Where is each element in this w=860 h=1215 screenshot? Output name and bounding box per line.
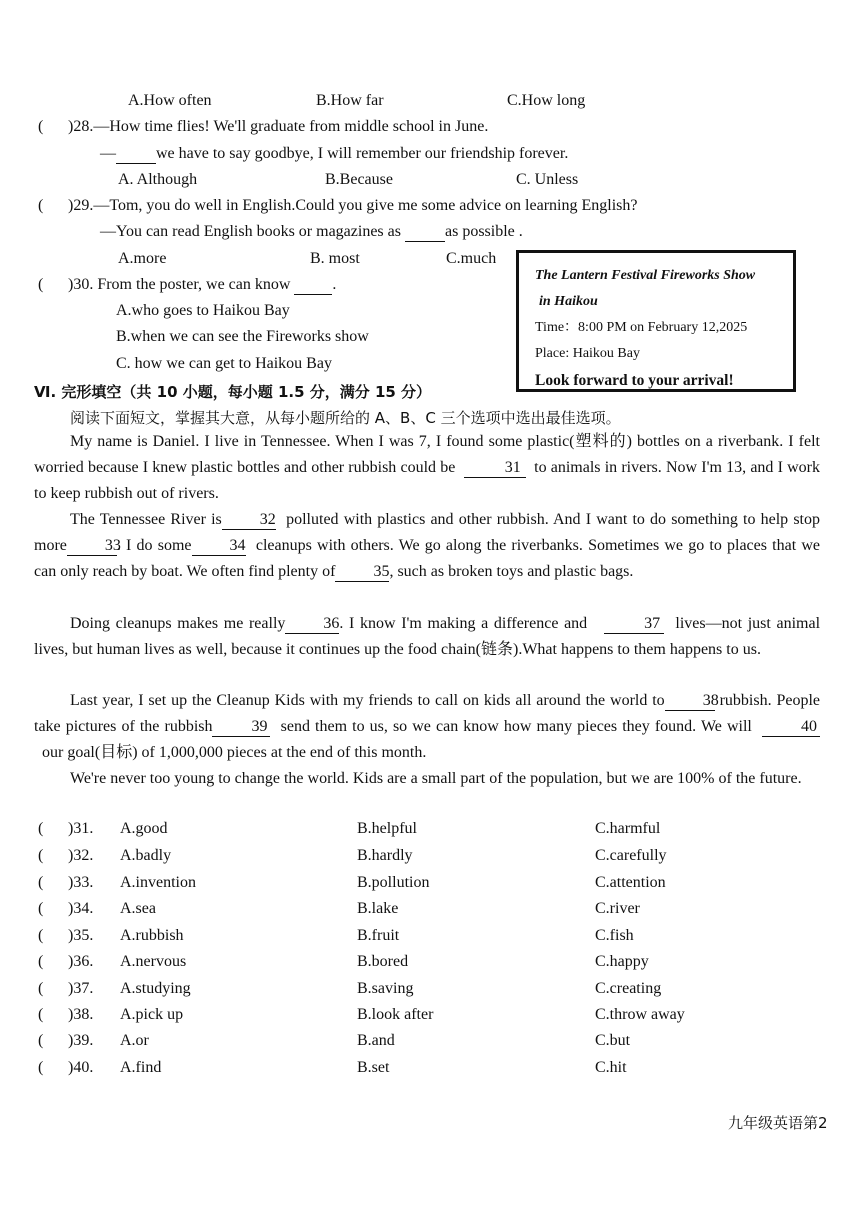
- q28-reply-pre: —: [100, 145, 116, 162]
- passage-text: to animals in rivers. Now I'm 13, and I work to keep rubbish out of rivers.: [34, 459, 821, 502]
- q30-stem: [68, 276, 336, 295]
- answer-option-c: C.river: [595, 900, 640, 917]
- q29-paren: (: [38, 197, 44, 214]
- q30-stem-text: )30. From the poster, we can know: [68, 276, 291, 293]
- passage-paragraph-1: [34, 429, 820, 507]
- answer-option-c: C.harmful: [595, 820, 661, 837]
- answer-option-a: A.badly: [120, 847, 172, 864]
- passage-text: Last year, I set up the Cleanup Kids with my friends to call on kids all around the world to: [70, 692, 665, 709]
- answer-number: )37.: [68, 980, 94, 997]
- blank-38: 38: [665, 692, 715, 711]
- section-instruction: 阅读下面短文，掌握其大意，从每小题所给的 A、B、C 三个选项中选出最佳选项。: [70, 409, 621, 427]
- poster-title-line2: in Haikou: [539, 294, 598, 309]
- q28-option-c: C. Unless: [516, 171, 579, 188]
- q27-option-a: A.How often: [128, 92, 212, 109]
- blank-39: 39: [212, 718, 270, 737]
- q29-stem: )29.—Tom, you do well in English.Could you give me some advice on learning English?: [68, 197, 638, 214]
- poster-title-line1: The Lantern Festival Fireworks Show: [535, 268, 756, 283]
- answer-option-a: A.or: [120, 1032, 149, 1049]
- passage-paragraph-4: [34, 688, 820, 766]
- answer-paren: (: [38, 1059, 44, 1076]
- passage-text: My name is Daniel. I live in Tennessee. When I was 7, I found some plastic(塑料的) bottles on a riverbank. I felt worried because I knew plastic bottles and other rubbish could be: [34, 433, 820, 476]
- answer-option-a: A.good: [120, 820, 168, 837]
- q28-stem: )28.—How time flies! We'll graduate from middle school in June.: [68, 118, 489, 135]
- answer-paren: (: [38, 820, 44, 837]
- fireworks-poster: [516, 250, 796, 392]
- passage-text: Doing cleanups makes me really: [70, 615, 286, 632]
- answer-paren: (: [38, 1032, 44, 1049]
- answer-option-a: A.invention: [120, 874, 196, 891]
- passage-text: The Tennessee River is: [70, 511, 222, 528]
- answer-number: )32.: [68, 847, 94, 864]
- answer-option-b: B.hardly: [357, 847, 413, 864]
- answer-paren: (: [38, 874, 44, 891]
- answer-paren: (: [38, 953, 44, 970]
- q30-option-a: A.who goes to Haikou Bay: [116, 302, 290, 319]
- blank-35: 35: [335, 563, 389, 582]
- answer-option-b: B.set: [357, 1059, 390, 1076]
- q28-reply: [100, 145, 568, 164]
- poster-time: Time：8:00 PM on February 12,2025: [535, 320, 748, 335]
- q28-option-b: B.Because: [325, 171, 393, 188]
- q30-option-b: B.when we can see the Fireworks show: [116, 328, 369, 345]
- passage-text: polluted with plastics and other rubbish. And I want to do something to help stop more: [34, 511, 821, 554]
- answer-option-b: B.fruit: [357, 927, 400, 944]
- passage-text: send them to us, so we can know how many pieces they found. We will: [280, 718, 752, 735]
- page-footer: 九年级英语第2: [728, 1114, 828, 1132]
- passage-text: , such as broken toys and plastic bags.: [389, 563, 634, 580]
- answer-option-b: B.helpful: [357, 820, 417, 837]
- answer-number: )40.: [68, 1059, 94, 1076]
- q28-blank: [116, 145, 156, 164]
- answer-number: )31.: [68, 820, 94, 837]
- answer-option-a: A.nervous: [120, 953, 187, 970]
- answer-option-b: B.pollution: [357, 874, 430, 891]
- answer-option-c: C.throw away: [595, 1006, 685, 1023]
- passage-text: . I know I'm making a difference and: [339, 615, 588, 632]
- passage-paragraph-2: [34, 507, 820, 585]
- answer-option-c: C.creating: [595, 980, 662, 997]
- answer-paren: (: [38, 847, 44, 864]
- poster-cta: Look forward to your arrival!: [535, 372, 734, 389]
- answer-number: )38.: [68, 1006, 94, 1023]
- passage-text: rubbish. People take pictures of the rubbish: [34, 692, 821, 735]
- answer-option-b: B.lake: [357, 900, 399, 917]
- answer-option-c: C.happy: [595, 953, 649, 970]
- answer-option-a: A.rubbish: [120, 927, 184, 944]
- q30-stem-end: .: [332, 276, 337, 293]
- answer-option-a: A.studying: [120, 980, 191, 997]
- answer-option-b: B.look after: [357, 1006, 434, 1023]
- q29-option-b: B. most: [310, 250, 360, 267]
- answer-option-b: B.and: [357, 1032, 395, 1049]
- answer-option-b: B.saving: [357, 980, 414, 997]
- q29-reply-pre: —You can read English books or magazines as: [100, 223, 401, 240]
- answer-option-c: C.but: [595, 1032, 631, 1049]
- q28-reply-post: we have to say goodbye, I will remember our friendship forever.: [156, 145, 569, 162]
- answer-option-c: C.hit: [595, 1059, 627, 1076]
- blank-40: 40: [762, 718, 820, 737]
- poster-place: Place: Haikou Bay: [535, 346, 640, 361]
- blank-33: 33: [67, 537, 117, 556]
- answer-option-a: A.sea: [120, 900, 156, 917]
- answer-option-b: B.bored: [357, 953, 409, 970]
- answer-paren: (: [38, 900, 44, 917]
- answer-option-c: C.attention: [595, 874, 666, 891]
- q27-option-c: C.How long: [507, 92, 586, 109]
- blank-37: 37: [604, 615, 664, 634]
- answer-number: )39.: [68, 1032, 94, 1049]
- answer-number: )34.: [68, 900, 94, 917]
- q30-option-c: C. how we can get to Haikou Bay: [116, 355, 332, 372]
- q28-paren: (: [38, 118, 44, 135]
- passage-paragraph-5: We're never too young to change the world. Kids are a small part of the population, but we are 100% of the future.: [70, 770, 802, 787]
- answer-option-c: C.carefully: [595, 847, 667, 864]
- q29-option-c: C.much: [446, 250, 497, 267]
- passage-text: cleanups with others. We go along the riverbanks. Sometimes we go to places that we can only reach by boat. We often find plenty of: [34, 537, 820, 580]
- q27-option-b: B.How far: [316, 92, 384, 109]
- passage-text: . I do some: [116, 537, 192, 554]
- answer-number: )36.: [68, 953, 94, 970]
- q30-blank: [294, 276, 332, 295]
- answer-paren: (: [38, 927, 44, 944]
- answer-paren: (: [38, 1006, 44, 1023]
- q28-option-a: A. Although: [118, 171, 198, 188]
- q29-option-a: A.more: [118, 250, 167, 267]
- answer-option-a: A.pick up: [120, 1006, 184, 1023]
- q29-blank: [405, 223, 445, 242]
- blank-32: 32: [222, 511, 276, 530]
- q30-paren: (: [38, 276, 44, 293]
- answer-number: )35.: [68, 927, 94, 944]
- q29-reply: [100, 223, 523, 242]
- answer-option-a: A.find: [120, 1059, 162, 1076]
- passage-text: our goal(目标) of 1,000,000 pieces at the end of this month.: [42, 744, 427, 761]
- q29-reply-post: as possible .: [444, 223, 523, 240]
- passage-text: lives—not just animal lives, but human lives as well, because it continues up the food chain(链条).What happens to them happens to us.: [34, 615, 821, 658]
- answer-number: )33.: [68, 874, 94, 891]
- blank-34: 34: [192, 537, 246, 556]
- answer-paren: (: [38, 980, 44, 997]
- blank-36: 36: [285, 615, 339, 634]
- blank-31: 31: [464, 459, 526, 478]
- answer-option-c: C.fish: [595, 927, 634, 944]
- passage-paragraph-3: [34, 611, 820, 663]
- section-heading: Ⅵ. 完形填空（共 10 小题，每小题 1.5 分，满分 15 分）: [34, 383, 432, 401]
